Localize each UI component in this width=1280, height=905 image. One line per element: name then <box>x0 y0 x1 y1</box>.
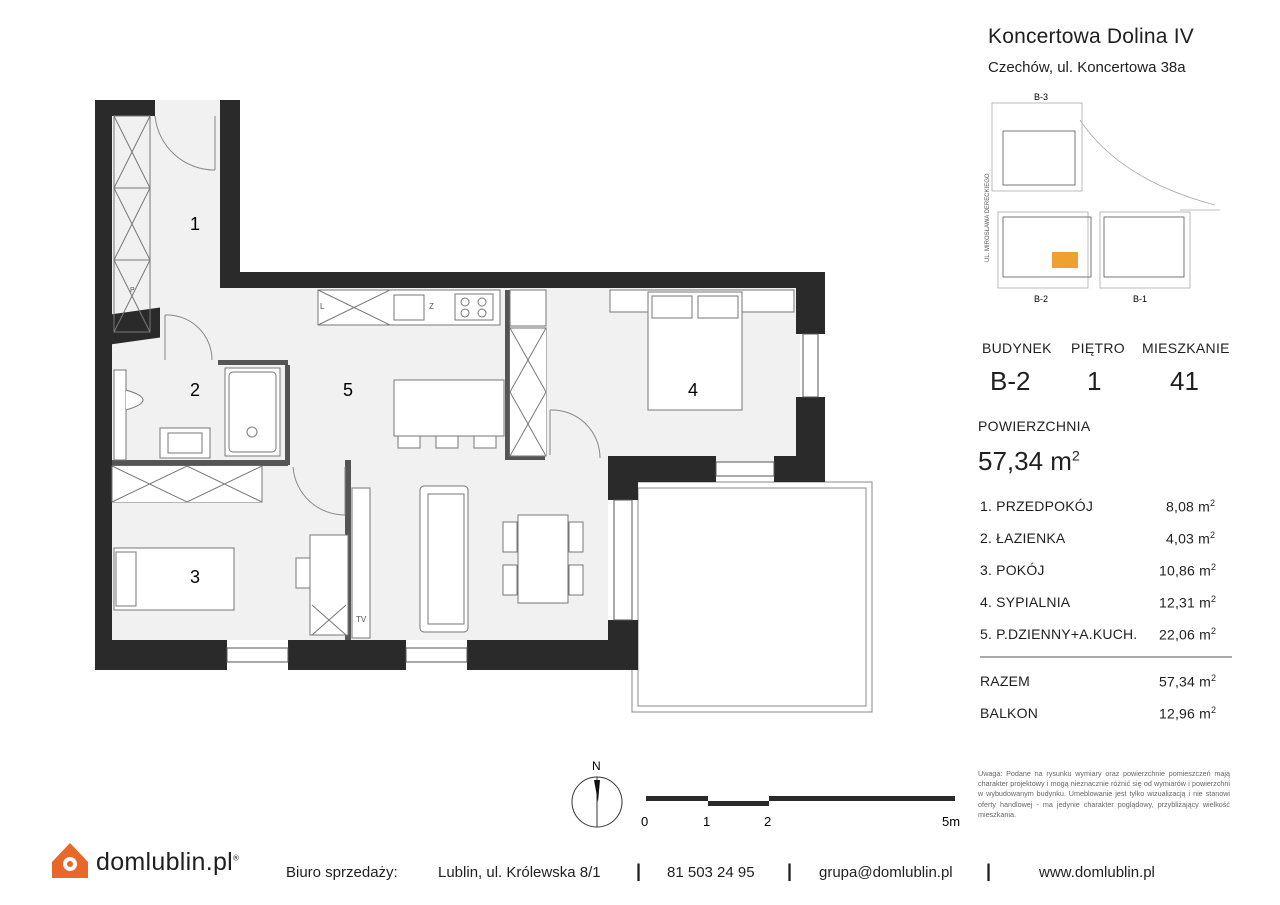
total-row-label: RAZEM <box>980 673 1030 689</box>
room-row-label: 5. P.DZIENNY+A.KUCH. <box>980 626 1138 642</box>
disclaimer-note: Uwaga: Podane na rysunku wymiary oraz powierzchnie pomieszczeń mają charakter projektowy i mogą nieznacznie różnić się od wymiarów i powierzchni w wybudowanym budynku. Umeblowanie jest tylko wizualizacją i nie stanowi oferty handlowej - ma jedynie charakter poglądowy, przybliżający wielkość mieszkania. <box>978 769 1230 819</box>
office-address: Lublin, ul. Królewska 8/1 <box>438 864 601 881</box>
brand-logo-icon <box>52 843 88 878</box>
apartment-label: MIESZKANIE <box>1142 340 1230 356</box>
room-row-value: 12,31 $m^2$ <box>1159 594 1217 611</box>
room-row-label: 3. POKÓJ <box>980 562 1045 578</box>
area-label: POWIERZCHNIA <box>978 418 1091 434</box>
balcony-row-label: BALKON <box>980 705 1038 721</box>
website-link[interactable]: www.domlublin.pl <box>1039 864 1155 881</box>
project-address: Czechów, ul. Koncertowa 38a <box>988 59 1186 76</box>
scale-tick-1: 1 <box>703 814 711 829</box>
room-number-2: 2 <box>190 380 201 400</box>
scale-tick-2: 2 <box>764 814 772 829</box>
scale-tick-5m: 5m <box>942 814 961 829</box>
room-number-4: 4 <box>688 380 699 400</box>
room-row-label: 1. PRZEDPOKÓJ <box>980 498 1094 514</box>
room-number-1: 1 <box>190 214 201 234</box>
room-row-value: 8,08 $m^2$ <box>1166 498 1216 515</box>
apartment-highlight <box>1052 252 1078 268</box>
compass-north: N <box>592 759 601 773</box>
site-plan <box>992 103 1220 288</box>
room-number-5: 5 <box>343 380 354 400</box>
site-label-b3: B-3 <box>1034 92 1049 102</box>
office-label: Biuro sprzedaży: <box>286 864 398 881</box>
street-label: UL. MIROSŁAWA DERECKIEGO <box>985 173 991 262</box>
balcony <box>632 482 872 712</box>
building-value: B-2 <box>990 366 1031 396</box>
scale-bar <box>641 796 960 829</box>
footer-separator: | <box>636 861 642 881</box>
apartment-value: 41 <box>1170 366 1199 396</box>
fixture-label-washer: P <box>130 287 135 294</box>
site-label-b2: B-2 <box>1034 294 1049 304</box>
footer-separator: | <box>986 861 992 881</box>
floor-value: 1 <box>1087 366 1102 396</box>
floor-label: PIĘTRO <box>1071 340 1125 356</box>
scale-tick-0: 0 <box>641 814 649 829</box>
room-row-value: 4,03 $m^2$ <box>1166 530 1216 547</box>
room-number-3: 3 <box>190 567 201 587</box>
site-label-b1: B-1 <box>1133 294 1148 304</box>
fixture-label-sink: Z <box>429 302 434 311</box>
balcony-row-value: 12,96 $m^2$ <box>1159 705 1217 722</box>
room-row-label: 2. ŁAZIENKA <box>980 530 1066 546</box>
phone-number[interactable]: 81 503 24 95 <box>667 864 755 881</box>
project-title: Koncertowa Dolina IV <box>988 25 1194 48</box>
email-link[interactable]: grupa@domlublin.pl <box>819 864 953 881</box>
room-row-value: 22,06 $m^2$ <box>1159 626 1217 643</box>
footer-separator: | <box>787 861 793 881</box>
total-row-value: 57,34 $m^2$ <box>1159 673 1217 690</box>
area-value: 57,34 $m^2$ <box>978 446 1080 476</box>
room-row-label: 4. SYPIALNIA <box>980 594 1071 610</box>
building-label: BUDYNEK <box>982 340 1052 356</box>
fixture-label-fridge: L <box>320 302 325 311</box>
fixture-label-tv: TV <box>356 615 367 624</box>
room-row-value: 10,86 $m^2$ <box>1159 562 1217 579</box>
brand-name: domlublin.pl® <box>96 848 240 876</box>
compass <box>572 759 622 827</box>
